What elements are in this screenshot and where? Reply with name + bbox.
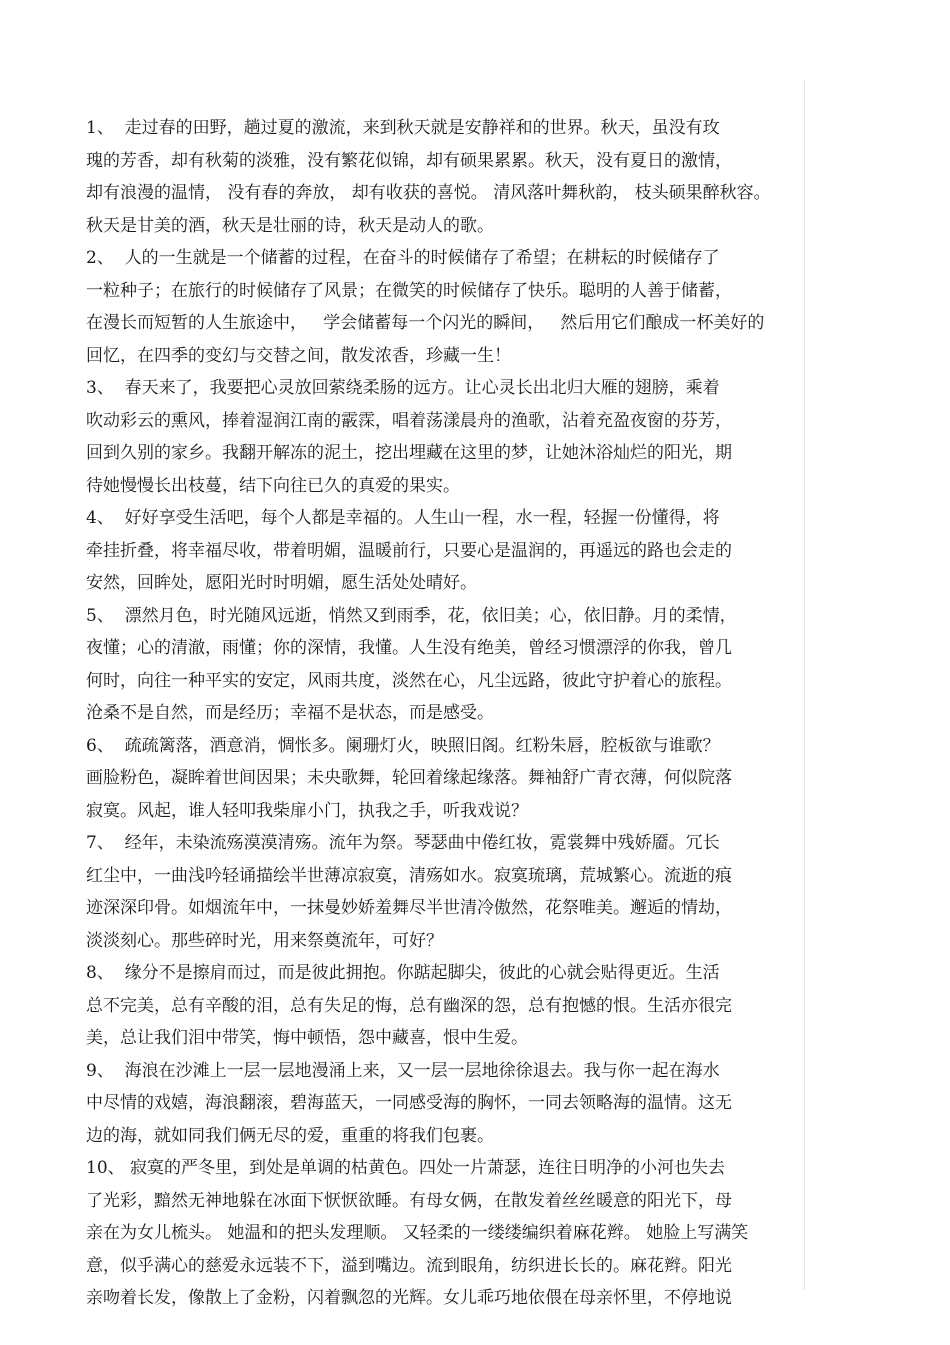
text-line: 安然，回眸处，愿阳光时时明媚，愿生活处处晴好。 <box>86 573 477 593</box>
text-line: 总不完美，总有辛酸的泪，总有失足的悔，总有幽深的怨，总有抱憾的恨。生活亦很完 <box>86 995 732 1016</box>
text-line: 意，似乎满心的慈爱永远装不下，溢到嘴边。流到眼角，纺织进长长的。麻花辫。阳光 <box>86 1255 732 1276</box>
text-line: 何时，向往一种平实的安定，风雨共度，淡然在心，凡尘远路，彼此守护着心的旅程。 <box>86 670 732 691</box>
text-line: 了光彩，黯然无神地躲在冰面下恹恹欲睡。有母女俩，在散发着丝丝暖意的阳光下，母 <box>86 1190 732 1211</box>
text-line: 亲吻着长发，像散上了金粉，闪着飘忽的光辉。女儿乖巧地依偎在母亲怀里，不停地说 <box>86 1288 732 1308</box>
text-line: 3、 春天来了，我要把心灵放回萦绕柔肠的远方。让心灵长出北归大雁的翅膀，乘着 <box>86 378 720 398</box>
text-line: 2、 人的一生就是一个储蓄的过程，在奋斗的时候储存了希望；在耕耘的时候储存了 <box>86 248 720 268</box>
text-line: 沧桑不是自然，而是经历；幸福不是状态，而是感受。 <box>86 703 494 723</box>
text-line: 红尘中，一曲浅吟轻诵描绘半世薄凉寂寞，清殇如水。寂寞琉璃，荒城繁心。流逝的痕 <box>86 865 732 886</box>
text-line: 7、 经年，未染流殇漠漠清殇。流年为祭。琴瑟曲中倦红妆，霓裳舞中残娇靥。冗长 <box>86 833 720 853</box>
text-line: 寂寞。风起，谁人轻叩我柴扉小门，执我之手，听我戏说？ <box>86 800 528 821</box>
text-line: 美，总让我们泪中带笑，悔中顿悟，怨中藏喜，恨中生爱。 <box>86 1028 528 1048</box>
text-line: 牵挂折叠，将幸福尽收，带着明媚，温暖前行，只要心是温润的，再遥远的路也会走的 <box>86 540 732 561</box>
text-line: 9、 海浪在沙滩上一层一层地漫涌上来，又一层一层地徐徐退去。我与你一起在海水 <box>86 1060 720 1081</box>
text-line: 边的海，就如同我们俩无尽的爱，重重的将我们包裹。 <box>86 1125 494 1146</box>
text-line: 在漫长而短暂的人生旅途中， 学会储蓄每一个闪光的瞬间， 然后用它们酿成一杯美好的 <box>86 313 765 333</box>
text-line: 6、 疏疏篱落，酒意消，惆怅多。阑珊灯火，映照旧阁。红粉朱唇，腔板欲与谁歌？ <box>86 735 720 756</box>
text-line: 10、 寂寞的严冬里，到处是单调的枯黄色。四处一片萧瑟，连往日明净的小河也失去 <box>86 1158 726 1178</box>
text-line: 中尽情的戏嬉，海浪翻滚，碧海蓝天，一同感受海的胸怀，一同去领略海的温情。这无 <box>86 1093 732 1113</box>
text-line: 回忆，在四季的变幻与交替之间，散发浓香，珍藏一生！ <box>86 345 511 366</box>
text-line: 亲在为女儿梳头。 她温和的把头发理顺。 又轻柔的一缕缕编织着麻花辫。 她脸上写满笑 <box>86 1223 749 1243</box>
text-line: 吹动彩云的熏风，捧着湿润江南的霰霂，唱着荡漾晨舟的渔歌，沾着充盈夜窗的芬芳， <box>86 410 732 431</box>
text-line: 待她慢慢长出枝蔓，结下向往已久的真爱的果实。 <box>86 475 460 496</box>
text-line: 1、 走过春的田野，趟过夏的激流，来到秋天就是安静祥和的世界。秋天，虽没有玫 <box>86 118 720 138</box>
text-line: 却有浪漫的温情， 没有春的奔放， 却有收获的喜悦。 清风落叶舞秋韵， 枝头硕果醉秋容。 <box>86 183 771 203</box>
text-line: 5、 漂然月色，时光随风远逝，悄然又到雨季，花，依旧美；心，依旧静。月的柔情， <box>86 605 737 626</box>
text-line: 8、 缘分不是擦肩而过，而是彼此拥抱。你踮起脚尖，彼此的心就会贴得更近。生活 <box>86 963 720 983</box>
text-line: 瑰的芳香，却有秋菊的淡雅，没有繁花似锦，却有硕果累累。秋天，没有夏日的激情， <box>86 150 732 171</box>
text-line: 一粒种子；在旅行的时候储存了风景；在微笑的时候储存了快乐。聪明的人善于储蓄， <box>86 280 732 301</box>
text-line: 秋天是甘美的酒，秋天是壮丽的诗，秋天是动人的歌。 <box>86 215 494 236</box>
text-line: 迹深深印骨。如烟流年中，一抹曼妙娇羞舞尽半世清冷傲然，花祭唯美。邂逅的情劫， <box>86 898 732 918</box>
text-line: 夜懂；心的清澈，雨懂；你的深情，我懂。人生没有绝美，曾经习惯漂浮的你我，曾几 <box>86 638 732 658</box>
text-line: 回到久别的家乡。我翻开解冻的泥土，挖出埋藏在这里的梦，让她沐浴灿烂的阳光，期 <box>86 443 732 463</box>
text-line: 画脸粉色，凝眸着世间因果；未央歌舞，轮回着缘起缘落。舞袖舒广青衣薄，何似院落 <box>86 768 732 788</box>
text-line: 淡淡刻心。那些碎时光，用来祭奠流年，可好？ <box>86 930 443 951</box>
text-line: 4、 好好享受生活吧，每个人都是幸福的。人生山一程，水一程，轻握一份懂得，将 <box>86 508 720 528</box>
document-body <box>86 112 806 1315</box>
